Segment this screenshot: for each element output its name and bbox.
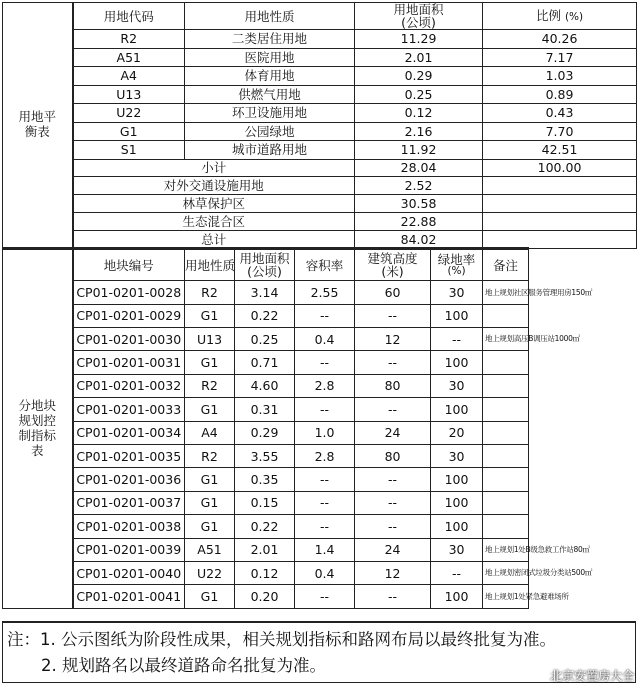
parcel-height-cell: 12: [355, 561, 431, 584]
parcel-area-cell: 0.29: [235, 421, 295, 444]
parcel-remark-cell: [483, 304, 529, 327]
control-section-title: 分地块规划控制指标表: [3, 249, 73, 608]
balance-extra-row: [3, 195, 637, 213]
col-header-ratio: [483, 3, 637, 30]
land-code-cell: U22: [73, 104, 185, 123]
parcel-remark-cell: [483, 515, 529, 538]
land-ratio-cell: 7.17: [483, 48, 637, 67]
parcel-green-cell: 30: [431, 281, 483, 304]
parcel-far-cell: 0.4: [295, 328, 355, 351]
parcel-nature-cell: G1: [185, 351, 235, 374]
balance-row: [3, 122, 637, 141]
parcel-id-cell: CP01-0201-0028: [73, 281, 185, 304]
control-row: [3, 304, 637, 327]
parcel-nature-cell: A4: [185, 421, 235, 444]
land-code-cell: U13: [73, 85, 185, 104]
parcel-area-cell: 0.71: [235, 351, 295, 374]
parcel-remark-cell: 地上规划1处B级急救工作站80㎡: [483, 538, 529, 561]
parcel-height-cell: --: [355, 468, 431, 491]
parcel-green-cell: 30: [431, 444, 483, 467]
extra-ratio-cell: [483, 177, 637, 195]
watermark-text: 北京安置房大全: [549, 669, 634, 683]
parcel-far-cell: --: [295, 585, 355, 608]
col-header-area-line1: 用地面积: [239, 251, 290, 267]
parcel-area-cell: 2.01: [235, 538, 295, 561]
land-code-cell: R2: [73, 30, 185, 49]
parcel-far-cell: --: [295, 398, 355, 421]
control-row: [3, 351, 637, 374]
parcel-height-cell: --: [355, 304, 431, 327]
balance-header-row: [3, 3, 637, 30]
parcel-area-cell: 0.12: [235, 561, 295, 584]
control-row: [3, 328, 637, 351]
land-nature-cell: 体育用地: [185, 67, 355, 86]
parcel-far-cell: --: [295, 468, 355, 491]
parcel-far-cell: --: [295, 304, 355, 327]
parcel-nature-cell: G1: [185, 398, 235, 421]
total-area: 84.02: [355, 231, 483, 249]
subtotal-ratio: 100.00: [483, 159, 637, 177]
land-ratio-cell: 40.26: [483, 30, 637, 49]
col-header-area-line2: (公顷): [247, 264, 282, 280]
land-nature-cell: 环卫设施用地: [185, 104, 355, 123]
parcel-remark-cell: 地上规划1处紧急避难场所: [483, 585, 529, 608]
balance-total-row: [3, 231, 637, 249]
notes-block: [2, 621, 636, 683]
col-header-nature: 用地性质: [185, 3, 355, 30]
land-area-cell: 2.01: [355, 48, 483, 67]
parcel-green-cell: 100: [431, 468, 483, 491]
control-row: [3, 491, 637, 514]
parcel-area-cell: 3.55: [235, 444, 295, 467]
land-code-cell: S1: [73, 141, 185, 160]
parcel-green-cell: 100: [431, 304, 483, 327]
extra-ratio-cell: [483, 213, 637, 231]
parcel-remark-cell: 地上规划密闭式垃圾分类站500㎡: [483, 561, 529, 584]
land-code-cell: G1: [73, 122, 185, 141]
planning-table: [2, 2, 637, 609]
col-header-ratio-unit: (%): [564, 11, 584, 24]
parcel-nature-cell: G1: [185, 304, 235, 327]
land-nature-cell: 二类居住用地: [185, 30, 355, 49]
control-row: [3, 585, 637, 608]
parcel-nature-cell: R2: [185, 281, 235, 304]
parcel-remark-cell: [483, 421, 529, 444]
parcel-height-cell: --: [355, 351, 431, 374]
extra-ratio-cell: [483, 195, 637, 213]
parcel-area-cell: 3.14: [235, 281, 295, 304]
total-ratio: [483, 231, 637, 249]
control-row: [3, 398, 637, 421]
parcel-area-cell: 0.22: [235, 515, 295, 538]
control-row: [3, 561, 637, 584]
parcel-remark-cell: 地上规划高压B调压站1000㎡: [483, 328, 529, 351]
balance-subtotal-row: [3, 159, 637, 177]
parcel-id-cell: CP01-0201-0039: [73, 538, 185, 561]
control-row: [3, 421, 637, 444]
extra-nature-cell: 林草保护区: [73, 195, 355, 213]
parcel-height-cell: --: [355, 515, 431, 538]
control-row: [3, 374, 637, 397]
col-header-remarks: 备注: [483, 249, 529, 281]
col-header-area: [235, 249, 295, 281]
parcel-id-cell: CP01-0201-0033: [73, 398, 185, 421]
land-code-cell: A4: [73, 67, 185, 86]
parcel-remark-cell: [483, 444, 529, 467]
land-area-cell: 0.29: [355, 67, 483, 86]
subtotal-area: 28.04: [355, 159, 483, 177]
parcel-remark-cell: [483, 374, 529, 397]
parcel-height-cell: 80: [355, 444, 431, 467]
parcel-id-cell: CP01-0201-0032: [73, 374, 185, 397]
parcel-height-cell: 80: [355, 374, 431, 397]
parcel-area-cell: 0.20: [235, 585, 295, 608]
parcel-nature-cell: G1: [185, 515, 235, 538]
land-area-cell: 11.29: [355, 30, 483, 49]
parcel-far-cell: --: [295, 351, 355, 374]
col-header-area-line1: 用地面积: [393, 2, 444, 17]
parcel-id-cell: CP01-0201-0038: [73, 515, 185, 538]
parcel-area-cell: 0.15: [235, 491, 295, 514]
parcel-id-cell: CP01-0201-0041: [73, 585, 185, 608]
col-header-parcel: 地块编号: [73, 249, 185, 281]
parcel-far-cell: 0.4: [295, 561, 355, 584]
parcel-remark-cell: [483, 491, 529, 514]
planning-document: [2, 2, 636, 609]
parcel-nature-cell: U13: [185, 328, 235, 351]
parcel-nature-cell: U22: [185, 561, 235, 584]
parcel-id-cell: CP01-0201-0030: [73, 328, 185, 351]
parcel-area-cell: 0.31: [235, 398, 295, 421]
land-ratio-cell: 42.51: [483, 141, 637, 160]
balance-extra-row: [3, 177, 637, 195]
parcel-far-cell: 2.55: [295, 281, 355, 304]
parcel-area-cell: 4.60: [235, 374, 295, 397]
parcel-id-cell: CP01-0201-0031: [73, 351, 185, 374]
col-header-green: [431, 249, 483, 281]
parcel-id-cell: CP01-0201-0040: [73, 561, 185, 584]
land-ratio-cell: 7.70: [483, 122, 637, 141]
parcel-id-cell: CP01-0201-0034: [73, 421, 185, 444]
parcel-nature-cell: G1: [185, 585, 235, 608]
parcel-green-cell: 100: [431, 491, 483, 514]
parcel-nature-cell: A51: [185, 538, 235, 561]
col-header-green-line2: (%): [447, 265, 466, 278]
col-header-far: 容积率: [295, 249, 355, 281]
balance-row: [3, 85, 637, 104]
land-area-cell: 0.25: [355, 85, 483, 104]
parcel-far-cell: 2.8: [295, 444, 355, 467]
parcel-far-cell: 1.4: [295, 538, 355, 561]
extra-area-cell: 2.52: [355, 177, 483, 195]
extra-nature-cell: 对外交通设施用地: [73, 177, 355, 195]
land-nature-cell: 城市道路用地: [185, 141, 355, 160]
balance-row: [3, 48, 637, 67]
parcel-height-cell: --: [355, 491, 431, 514]
parcel-green-cell: 30: [431, 374, 483, 397]
parcel-height-cell: --: [355, 398, 431, 421]
extra-nature-cell: 生态混合区: [73, 213, 355, 231]
col-header-area: [355, 3, 483, 30]
parcel-nature-cell: G1: [185, 491, 235, 514]
parcel-far-cell: --: [295, 515, 355, 538]
balance-section-title: 用地平衡表: [3, 3, 73, 249]
parcel-height-cell: 24: [355, 538, 431, 561]
control-row: [3, 281, 637, 304]
parcel-area-cell: 0.22: [235, 304, 295, 327]
land-area-cell: 11.92: [355, 141, 483, 160]
col-header-height-line1: 建筑高度: [367, 251, 418, 267]
parcel-far-cell: 1.0: [295, 421, 355, 444]
parcel-height-cell: 24: [355, 421, 431, 444]
extra-area-cell: 30.58: [355, 195, 483, 213]
parcel-far-cell: --: [295, 491, 355, 514]
col-header-height: [355, 249, 431, 281]
subtotal-label: 小计: [73, 159, 355, 177]
land-area-cell: 0.12: [355, 104, 483, 123]
col-header-area-line2: (公顷): [401, 15, 436, 31]
note-line-1: 注：1. 公示图纸为阶段性成果，相关规划指标和路网布局以最终批复为准。: [7, 630, 556, 649]
parcel-green-cell: 100: [431, 398, 483, 421]
land-ratio-cell: 1.03: [483, 67, 637, 86]
land-ratio-cell: 0.89: [483, 85, 637, 104]
land-nature-cell: 公园绿地: [185, 122, 355, 141]
control-row: [3, 538, 637, 561]
parcel-id-cell: CP01-0201-0036: [73, 468, 185, 491]
parcel-remark-cell: [483, 468, 529, 491]
note-line-2: 2. 规划路名以最终道路命名批复为准。: [41, 656, 326, 675]
land-area-cell: 2.16: [355, 122, 483, 141]
control-row: [3, 468, 637, 491]
parcel-height-cell: 60: [355, 281, 431, 304]
parcel-id-cell: CP01-0201-0037: [73, 491, 185, 514]
parcel-id-cell: CP01-0201-0029: [73, 304, 185, 327]
parcel-area-cell: 0.25: [235, 328, 295, 351]
col-header-code: 用地代码: [73, 3, 185, 30]
parcel-green-cell: 30: [431, 538, 483, 561]
land-nature-cell: 医院用地: [185, 48, 355, 67]
parcel-area-cell: 0.35: [235, 468, 295, 491]
balance-row: [3, 141, 637, 160]
col-header-nature: 用地性质: [185, 249, 235, 281]
land-nature-cell: 供燃气用地: [185, 85, 355, 104]
land-code-cell: A51: [73, 48, 185, 67]
extra-area-cell: 22.88: [355, 213, 483, 231]
parcel-nature-cell: G1: [185, 468, 235, 491]
parcel-remark-cell: [483, 351, 529, 374]
table-body: [3, 3, 637, 609]
parcel-id-cell: CP01-0201-0035: [73, 444, 185, 467]
control-row: [3, 444, 637, 467]
parcel-green-cell: --: [431, 328, 483, 351]
control-row: [3, 515, 637, 538]
parcel-height-cell: 12: [355, 328, 431, 351]
parcel-nature-cell: R2: [185, 444, 235, 467]
parcel-remark-cell: 地上规划社区服务管理用房150㎡: [483, 281, 529, 304]
control-header-row: [3, 249, 637, 281]
col-header-ratio-label: 比例: [535, 8, 561, 24]
col-header-green-line1: 绿地率: [437, 252, 476, 268]
parcel-green-cell: 100: [431, 351, 483, 374]
balance-row: [3, 30, 637, 49]
balance-row: [3, 104, 637, 123]
parcel-nature-cell: R2: [185, 374, 235, 397]
parcel-green-cell: --: [431, 561, 483, 584]
balance-extra-row: [3, 213, 637, 231]
parcel-green-cell: 20: [431, 421, 483, 444]
parcel-green-cell: 100: [431, 585, 483, 608]
col-header-height-line2: (米): [381, 264, 404, 280]
parcel-far-cell: 2.8: [295, 374, 355, 397]
total-label: 总计: [73, 231, 355, 249]
land-ratio-cell: 0.43: [483, 104, 637, 123]
parcel-green-cell: 100: [431, 515, 483, 538]
balance-row: [3, 67, 637, 86]
parcel-remark-cell: [483, 398, 529, 421]
parcel-height-cell: --: [355, 585, 431, 608]
